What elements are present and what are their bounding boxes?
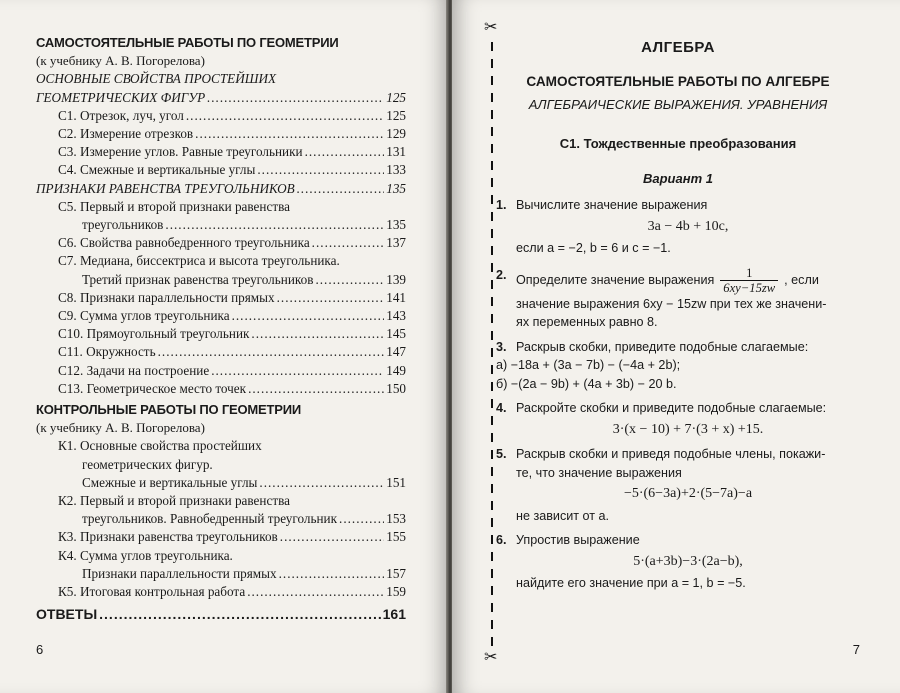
task-number: 6. <box>496 533 507 547</box>
toc-item-c7-line2[interactable]: Третий признак равенства треугольников ..... 139 <box>36 271 406 289</box>
toc-item[interactable]: С4. Смежные и вертикальные углы ..... 133 <box>36 161 406 179</box>
toc-item[interactable]: С12. Задачи на построение ..... 149 <box>36 362 406 380</box>
toc-answers[interactable]: ОТВЕТЫ ..... 161 <box>36 605 406 623</box>
task-3: 3. Раскрыв скобки, приведите подобные слагаемые: а) −18a + (3a − 7b) − (−4a + 2b); б) −(2a − 9b) + (4a + 3b) − 20 b. <box>496 339 809 391</box>
formula: 5·(a+3b)−3·(2a−b), <box>633 553 743 569</box>
task-5: 5. Раскрыв скобки и приведя подобные члены, покажи- те, что значение выражения −5·(6−3a)+2·(5−7a)−a не зависит от a. <box>496 445 860 525</box>
toc-item[interactable]: С8. Признаки параллельности прямых ..... 141 <box>36 289 406 307</box>
section-heading: САМОСТОЯТЕЛЬНЫЕ РАБОТЫ ПО АЛГЕБРЕ <box>526 74 830 89</box>
toc-item[interactable]: К5. Итоговая контрольная работа ..... 159 <box>36 583 406 601</box>
task-6: 6. Упростив выражение 5·(a+3b)−3·(2a−b), найдите его значение при a = 1, b = −5. <box>496 531 860 593</box>
scissors-icon: ✂ <box>484 19 498 36</box>
variant-label: Вариант 1 <box>643 171 713 186</box>
page-title: АЛГЕБРА <box>641 39 715 56</box>
toc-subheading-2: (к учебнику А. В. Погорелова) <box>36 420 205 436</box>
task-1: 1. Вычислите значение выражения 3a − 4b + 10c, если a = −2, b = 6 и c = −1. <box>496 196 860 258</box>
toc-item-k1-line1[interactable]: К1. Основные свойства простейших <box>58 438 262 454</box>
formula: 3·(x − 10) + 7·(3 + x) +15. <box>612 421 764 437</box>
toc-item[interactable]: С13. Геометрическое место точек ..... 150 <box>36 380 406 398</box>
toc-item-k1-line3[interactable]: Смежные и вертикальные углы ..... 151 <box>36 474 406 492</box>
toc-item[interactable]: С10. Прямоугольный треугольник ..... 145 <box>36 325 406 343</box>
toc-part1-title-line2: ГЕОМЕТРИЧЕСКИХ ФИГУР ..... 125 <box>36 89 406 107</box>
toc-item[interactable]: С6. Свойства равнобедренного треугольника ..... 137 <box>36 234 406 252</box>
toc-item[interactable]: С3. Измерение углов. Равные треугольники ..... 131 <box>36 143 406 161</box>
table-of-contents <box>36 34 406 624</box>
toc-item[interactable]: С1. Отрезок, луч, угол ..... 125 <box>36 107 406 125</box>
toc-item[interactable]: С11. Окружность ..... 147 <box>36 343 406 361</box>
toc-item[interactable]: К3. Признаки равенства треугольников ..... 155 <box>36 528 406 546</box>
task-number: 3. <box>496 339 507 354</box>
toc-part1-title-line1: ОСНОВНЫЕ СВОЙСТВА ПРОСТЕЙШИХ <box>36 71 277 87</box>
work-title: С1. Тождественные преобразования <box>559 136 797 151</box>
dashed-line <box>491 42 493 647</box>
toc-item-c7-line1[interactable]: С7. Медиана, биссектриса и высота треугольника. <box>58 253 340 269</box>
task-2: 2. Определите значение выражения $\frac{1}{6xy-15zw}$ , если значение выражения 6xy − 15zw при тех же значени- ях переменных равно 8. <box>496 265 827 329</box>
task-number: 1. <box>496 198 507 212</box>
toc-item-k2-line1[interactable]: К2. Первый и второй признаки равенства <box>58 493 290 509</box>
task-4: 4. Раскройте скобки и приведите подобные слагаемые: 3·(x − 10) + 7·(3 + x) +15. <box>496 399 860 439</box>
task-number: 4. <box>496 401 507 415</box>
page-number-left: 6 <box>36 642 44 657</box>
toc-item-k4-line2[interactable]: Признаки параллельности прямых ..... 157 <box>36 565 406 583</box>
toc-item-c5-line1[interactable]: С5. Первый и второй признаки равенства <box>58 198 290 214</box>
toc-heading-independent-geometry: САМОСТОЯТЕЛЬНЫЕ РАБОТЫ ПО ГЕОМЕТРИИ <box>36 35 339 50</box>
scissors-icon: ✂ <box>484 649 498 666</box>
toc-part2-title: ПРИЗНАКИ РАВЕНСТВА ТРЕУГОЛЬНИКОВ ..... 135 <box>36 180 406 198</box>
toc-item-c5-line2[interactable]: треугольников ..... 135 <box>36 216 406 234</box>
formula: 3a − 4b + 10c, <box>647 218 729 234</box>
task-number: 5. <box>496 447 507 461</box>
topic-heading: АЛГЕБРАИЧЕСКИЕ ВЫРАЖЕНИЯ. УРАВНЕНИЯ <box>528 97 828 112</box>
toc-subheading: (к учебнику А. В. Погорелова) <box>36 53 205 69</box>
toc-item[interactable]: С9. Сумма углов треугольника ..... 143 <box>36 307 406 325</box>
toc-item-k1-line2[interactable]: геометрических фигур. <box>82 456 213 472</box>
page-number-right: 7 <box>852 642 860 657</box>
toc-item-k2-line2[interactable]: треугольников. Равнобедренный треугольник ..... 153 <box>36 510 406 528</box>
algebra-content <box>496 38 860 598</box>
left-page <box>0 0 448 693</box>
formula: −5·(6−3a)+2·(5−7a)−a <box>623 486 753 501</box>
toc-item-k4-line1[interactable]: К4. Сумма углов треугольника. <box>58 547 233 563</box>
toc-item[interactable]: С2. Измерение отрезков ..... 129 <box>36 125 406 143</box>
fraction: $\frac{1}{6xy-15zw}$ <box>720 266 778 295</box>
task-number: 2. <box>496 267 507 282</box>
right-page <box>452 0 900 693</box>
toc-heading-tests-geometry: КОНТРОЛЬНЫЕ РАБОТЫ ПО ГЕОМЕТРИИ <box>36 402 301 418</box>
